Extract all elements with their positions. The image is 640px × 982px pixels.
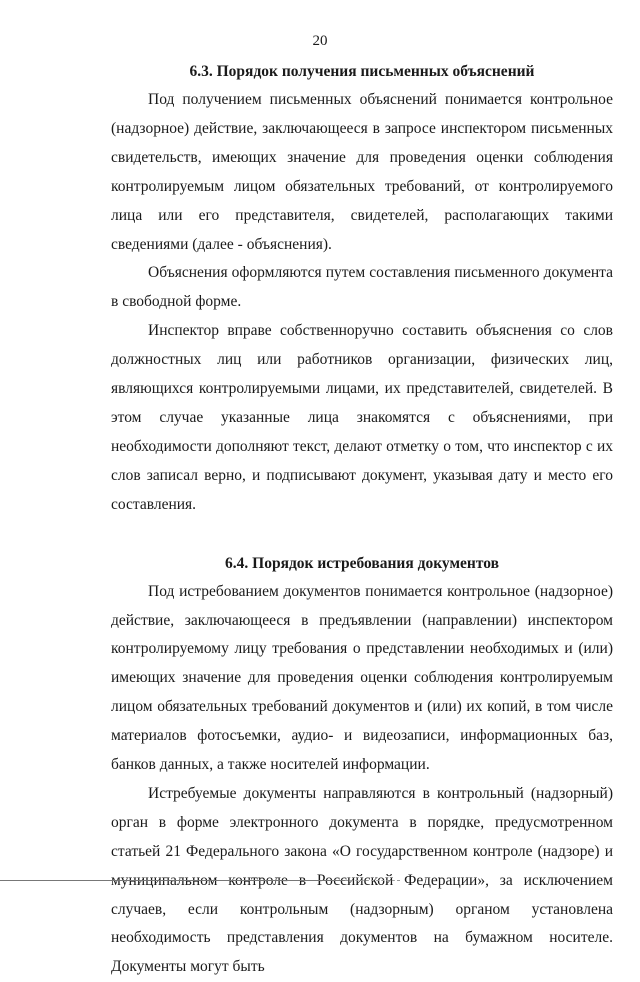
section-heading: 6.3. Порядок получения письменных объяснений [189,63,535,80]
paragraph: Истребуемые документы направляются в контрольный (надзорный) орган в форме электронного документа в порядке, предусмотренном статьей 21 Федерального закона «О государственном контроле (надзоре) и муниципальном контроле в Российской Федерации», за исключением случаев, если контрольным (надзорным) органом установлена необходимость представления документов на бумажном носителе. Документы могут быть [111,784,613,976]
paragraph: Объяснения оформляются путем составления письменного документа в свободной форме. [111,264,613,311]
footer-rule [0,880,345,881]
paragraph: Под истребованием документов понимается контрольное (надзорное) действие, заключающееся в предъявлении (направлении) инспектором контролируемому лицу требования о представлении необходимых и (или) имеющих значение для проведения оценки соблюдения контролируемым лицом обязательных требований документов и (или) их копий, в том числе материалов фотосъемки, аудио- и видеозаписи, информационных баз, банков данных, а также носителей информации. [111,582,613,774]
paragraph: Инспектор вправе собственноручно составить объяснения со слов должностных лиц или работников организации, физических лиц, являющихся контролируемыми лицами, их представителей, свидетелей. В этом случае указанные лица знакомятся с объяснениями, при необходимости дополняют текст, делают отметку о том, что инспектор с их слов записал верно, и подписывают документ, указывая дату и место его составления. [111,322,613,513]
document-body [111,58,613,982]
footer-rule-dashed [345,880,400,881]
page-number: 20 [312,33,328,49]
paragraph: Под получением письменных объяснений понимается контрольное (надзорное) действие, заключающееся в запросе инспектором письменных свидетельств, имеющих значение для проведения оценки соблюдения контролируемым лицом обязательных требований, от контролируемого лица или его представителя, свидетелей, располагающих такими сведениями (далее - объяснения). [111,91,613,253]
section-heading: 6.4. Порядок истребования документов [225,554,499,572]
